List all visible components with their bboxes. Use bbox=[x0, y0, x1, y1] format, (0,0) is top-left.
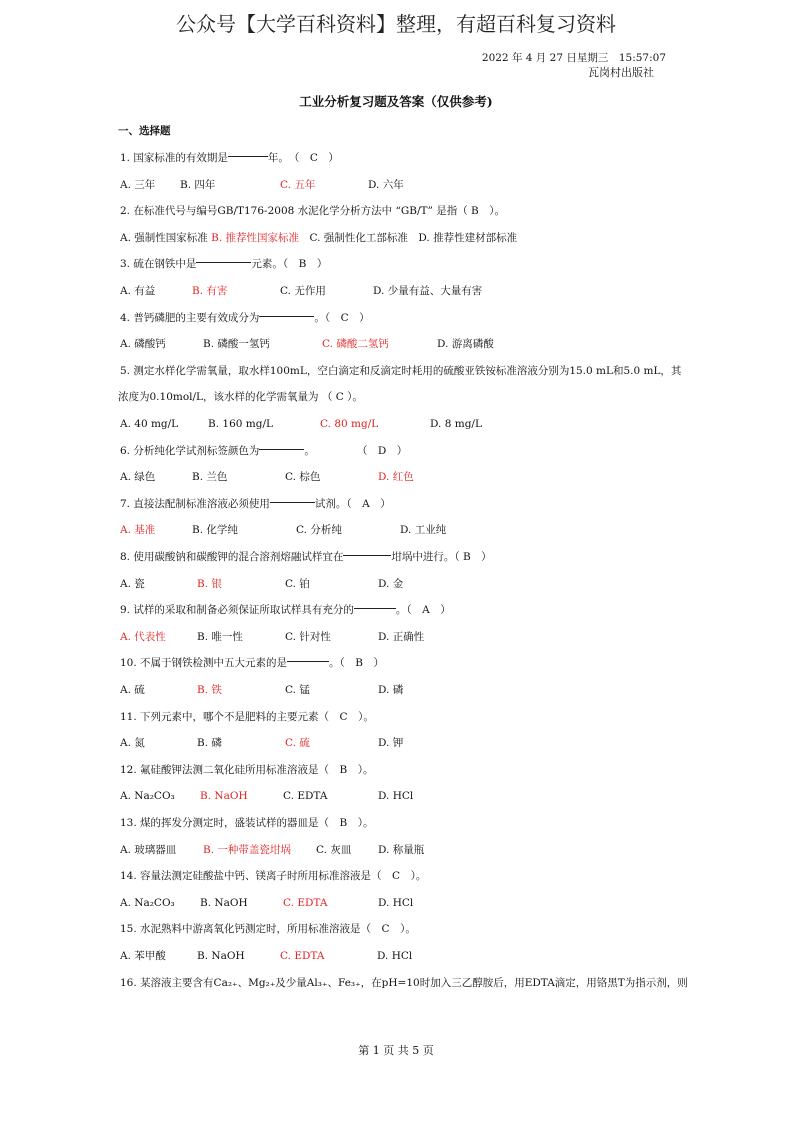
option: B. NaOH bbox=[197, 950, 245, 962]
option: C. 铂 bbox=[285, 577, 310, 590]
option: C. 针对性 bbox=[285, 630, 331, 643]
option-correct: C. 五年 bbox=[280, 178, 316, 191]
stem-text: 8. 使用碳酸钠和碳酸钾的混合溶剂熔融试样宜在 bbox=[120, 551, 344, 563]
question-text bbox=[120, 443, 407, 459]
stem-text: 16. 某溶液主要含有Ca₂₊、Mg₂₊及少量Al₃₊、Fe₃₊，在pH=10时加入三乙醇胺后，用EDTA滴定，用铬黑T为指示剂，则 bbox=[120, 976, 688, 989]
option: D. 工业纯 bbox=[400, 524, 447, 537]
option-correct: B. 有害 bbox=[192, 285, 228, 297]
fill-blank bbox=[287, 661, 329, 662]
option: D. 称量瓶 bbox=[378, 843, 425, 856]
option: B. 磷酸一氢钙 bbox=[203, 338, 270, 351]
option: A. 玻璃器皿 bbox=[120, 843, 177, 856]
option: B. 化学纯 bbox=[192, 524, 238, 537]
option: D. HCl bbox=[378, 790, 414, 803]
option: D. HCl bbox=[377, 950, 413, 962]
stem-text: 坩埚中进行。（ B ） bbox=[391, 551, 492, 563]
option: A. 绿色 bbox=[120, 471, 156, 484]
stem-text: 12. 氟硅酸钾法测二氧化硅所用标准溶液是（ B ）。 bbox=[120, 763, 374, 776]
option: C. 无作用 bbox=[280, 285, 326, 297]
option: D. HCl bbox=[378, 896, 414, 909]
option-correct: B. NaOH bbox=[200, 790, 248, 803]
option: A. 氮 bbox=[120, 737, 145, 750]
question-text bbox=[118, 389, 363, 405]
option-correct: B. 一种带盖瓷坩埚 bbox=[203, 843, 291, 856]
stem-text: A. 强制性国家标准 bbox=[120, 231, 212, 244]
option: A. 硫 bbox=[120, 684, 145, 696]
stem-text: 6. 分析纯化学试剂标签颜色为 bbox=[120, 444, 260, 457]
stem-text: 元素。（ B ） bbox=[251, 258, 328, 271]
stem-text: 浓度为0.10mol/L，该水样的化学需氧量为 （ C ）。 bbox=[118, 391, 363, 404]
question-text bbox=[120, 975, 688, 991]
question-text bbox=[120, 549, 492, 565]
stem-text: 13. 煤的挥发分测定时，盛装试样的器皿是（ B ）。 bbox=[120, 817, 374, 829]
correct-answer-text: B. 推荐性国家标准 bbox=[211, 231, 300, 244]
option: D. 金 bbox=[378, 577, 404, 590]
stem-text: 10. 不属于钢铁检测中五大元素的是 bbox=[120, 657, 288, 670]
option: C. EDTA bbox=[283, 790, 328, 803]
page-footer: 第 1 页 共 5 页 bbox=[358, 1044, 434, 1057]
question-text bbox=[120, 762, 374, 778]
fill-blank bbox=[259, 449, 304, 450]
option-correct: C. 80 mg/L bbox=[320, 418, 379, 430]
option: D. 正确性 bbox=[378, 630, 425, 643]
fill-blank bbox=[343, 555, 391, 556]
fill-blank bbox=[196, 262, 251, 263]
question-text bbox=[120, 921, 416, 937]
question-text bbox=[120, 363, 681, 379]
option-correct: A. 代表性 bbox=[120, 630, 166, 643]
section-heading: 一、选择题 bbox=[118, 125, 171, 137]
stem-text: 。（ B ） bbox=[329, 657, 385, 670]
stem-text: 7. 直接法配制标准溶液必须使用 bbox=[120, 497, 270, 510]
stem-text: 14. 容量法测定硅酸盐中钙、镁离子时所用标准溶液是（ C ）。 bbox=[120, 870, 427, 883]
option: A. Na₂CO₃ bbox=[120, 896, 175, 909]
stem-text: C. 强制性化工部标准 D. 推荐性建材部标准 bbox=[299, 231, 518, 244]
option: A. 磷酸钙 bbox=[120, 338, 166, 351]
option: C. 棕色 bbox=[285, 471, 321, 484]
option: B. 兰色 bbox=[192, 471, 228, 484]
option-correct: D. 红色 bbox=[378, 471, 414, 484]
option: C. 灰皿 bbox=[316, 843, 352, 856]
option-correct: C. EDTA bbox=[280, 950, 325, 962]
option: B. 磷 bbox=[197, 737, 222, 750]
option: D. 六年 bbox=[368, 178, 404, 191]
option-correct: C. 磷酸二氢钙 bbox=[322, 338, 389, 351]
question-text bbox=[120, 310, 370, 326]
question-text bbox=[120, 709, 374, 725]
question-text bbox=[120, 815, 374, 831]
option: D. 钾 bbox=[378, 737, 404, 750]
stem-text: 。（ A ） bbox=[395, 604, 451, 617]
stem-text: 试剂。（ A ） bbox=[314, 497, 391, 510]
option: C. 锰 bbox=[285, 684, 310, 696]
option: A. 40 mg/L bbox=[120, 418, 179, 430]
publisher: 瓦岗村出版社 bbox=[588, 66, 654, 79]
option: B. 160 mg/L bbox=[208, 418, 273, 430]
question-text bbox=[120, 203, 505, 219]
option: A. 瓷 bbox=[120, 577, 145, 590]
stem-text: 3. 硫在钢铁中是 bbox=[120, 258, 197, 271]
question-text bbox=[120, 655, 384, 671]
option-correct: A. 基准 bbox=[120, 524, 156, 537]
stem-text: 2. 在标准代号与编号GB/T176-2008 水泥化学分析方法中 “GB/T” 是指（ B ）。 bbox=[120, 205, 506, 218]
question-text bbox=[120, 602, 451, 618]
option: B. 四年 bbox=[180, 178, 216, 191]
stem-text: 年。 （ C ） bbox=[267, 152, 339, 164]
question-text bbox=[120, 230, 517, 246]
option: A. 三年 bbox=[120, 178, 156, 191]
fill-blank bbox=[259, 316, 314, 317]
option-correct: B. 铁 bbox=[197, 684, 222, 696]
document-title: 工业分析复习题及答案（仅供参考) bbox=[299, 94, 493, 109]
option: D. 少量有益、大量有害 bbox=[373, 285, 483, 297]
option: B. 唯一性 bbox=[197, 630, 243, 643]
option: D. 磷 bbox=[378, 684, 404, 696]
stem-text: 11. 下列元素中，哪个不是肥料的主要元素（ C ）。 bbox=[120, 710, 374, 723]
option: B. NaOH bbox=[200, 896, 248, 909]
option-correct: C. 硫 bbox=[285, 737, 310, 750]
option: A. 有益 bbox=[120, 285, 156, 297]
question-text bbox=[120, 150, 339, 166]
question-text bbox=[120, 496, 391, 512]
stem-text: 4. 普钙磷肥的主要有效成分为 bbox=[120, 311, 260, 324]
option-correct: B. 银 bbox=[197, 577, 222, 590]
option: D. 游离磷酸 bbox=[437, 338, 494, 351]
option-correct: C. EDTA bbox=[283, 896, 328, 909]
stem-text: 。（ C ） bbox=[314, 311, 370, 324]
fill-blank bbox=[354, 608, 396, 609]
stem-text: 15. 水泥熟料中游离氧化钙测定时，所用标准溶液是（ C ）。 bbox=[120, 923, 416, 936]
stem-text: 1. 国家标准的有效期是 bbox=[120, 152, 228, 164]
print-date: 2022 年 4 月 27 日星期三 15:57:07 bbox=[481, 52, 666, 64]
question-text bbox=[120, 868, 426, 884]
stem-text: 9. 试样的采取和制备必须保证所取试样具有充分的 bbox=[120, 604, 354, 617]
question-text bbox=[120, 256, 327, 272]
option: A. 苯甲酸 bbox=[120, 950, 166, 962]
stem-text: 。 （ D ） bbox=[304, 444, 408, 457]
watermark-banner: 公众号【大学百科资料】整理，有超百科复习资料 bbox=[176, 12, 616, 36]
option: C. 分析纯 bbox=[296, 524, 342, 537]
fill-blank bbox=[270, 502, 315, 503]
fill-blank bbox=[228, 156, 268, 157]
option: A. Na₂CO₃ bbox=[120, 790, 175, 803]
stem-text: 5. 测定水样化学需氧量，取水样100mL，空白滴定和反滴定时耗用的硫酸亚铁铵标准溶液分别为15.0 mL和5.0 mL，其 bbox=[120, 364, 682, 377]
option: D. 8 mg/L bbox=[430, 418, 482, 430]
